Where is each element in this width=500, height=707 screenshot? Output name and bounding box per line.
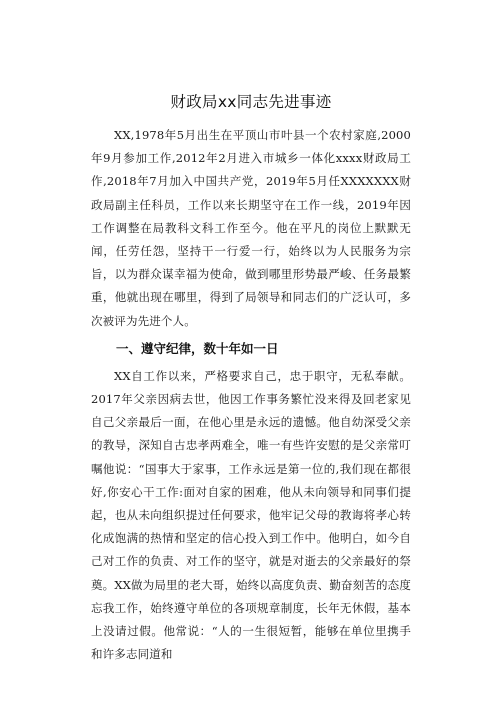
section-heading-discipline: 一、遵守纪律，数十年如一日: [116, 340, 279, 356]
document-body: [91, 92, 411, 666]
intro-paragraph: XX,1978年5月出生在平顶山市叶县一个农村家庭,2000年9月参加工作,2012年2月进入市城乡一体化xxxx财政局工作,2018年7月加入中国共产党，2019年5月任XXXXXXX财政局副主任科员，工作以来长期坚守在工作一线，2019年因工作调整在局教科文科工作至今。他在平凡的岗位上默默无闻，任劳任怨，坚持干一行爱一行，始终以为人民服务为宗旨，以为群众谋幸福为使命，做到哪里形势最严峻、任务最繁重，他就出现在哪里，得到了局领导和同志们的广泛认可，多次被评为先进个人。: [91, 128, 411, 328]
document-title: 财政局xx同志先进事迹: [170, 93, 332, 111]
section-paragraph-discipline: XX自工作以来，严格要求自己，忠于职守，无私奉献。2017年父亲因病去世，他因工作事务繁忙没来得及回老家见自己父亲最后一面，在他心里是永远的遗憾。他自幼深受父亲的教导，深知自古忠孝两难全，唯一有些许安慰的是父亲常叮嘱他说：“国事大于家事，工作永远是第一位的,我们现在都很好,你安心干工作:面对自家的困难，他从未向领导和同事们提起，也从未向组织提过任何要求，他牢记父母的教诲将孝心转化成饱满的热情和坚定的信心投入到工作中。他明白，如今自己对工作的负责、对工作的坚守，就是对逝去的父亲最好的祭奠。XX做为局里的老大哥，始终以高度负责、勤奋刻苦的态度忘我工作，始终遵守单位的各项规章制度，长年无休假，基本上没请过假。他常说：“人的一生很短暂，能够在单位里携手和许多志同道和: [91, 368, 411, 662]
